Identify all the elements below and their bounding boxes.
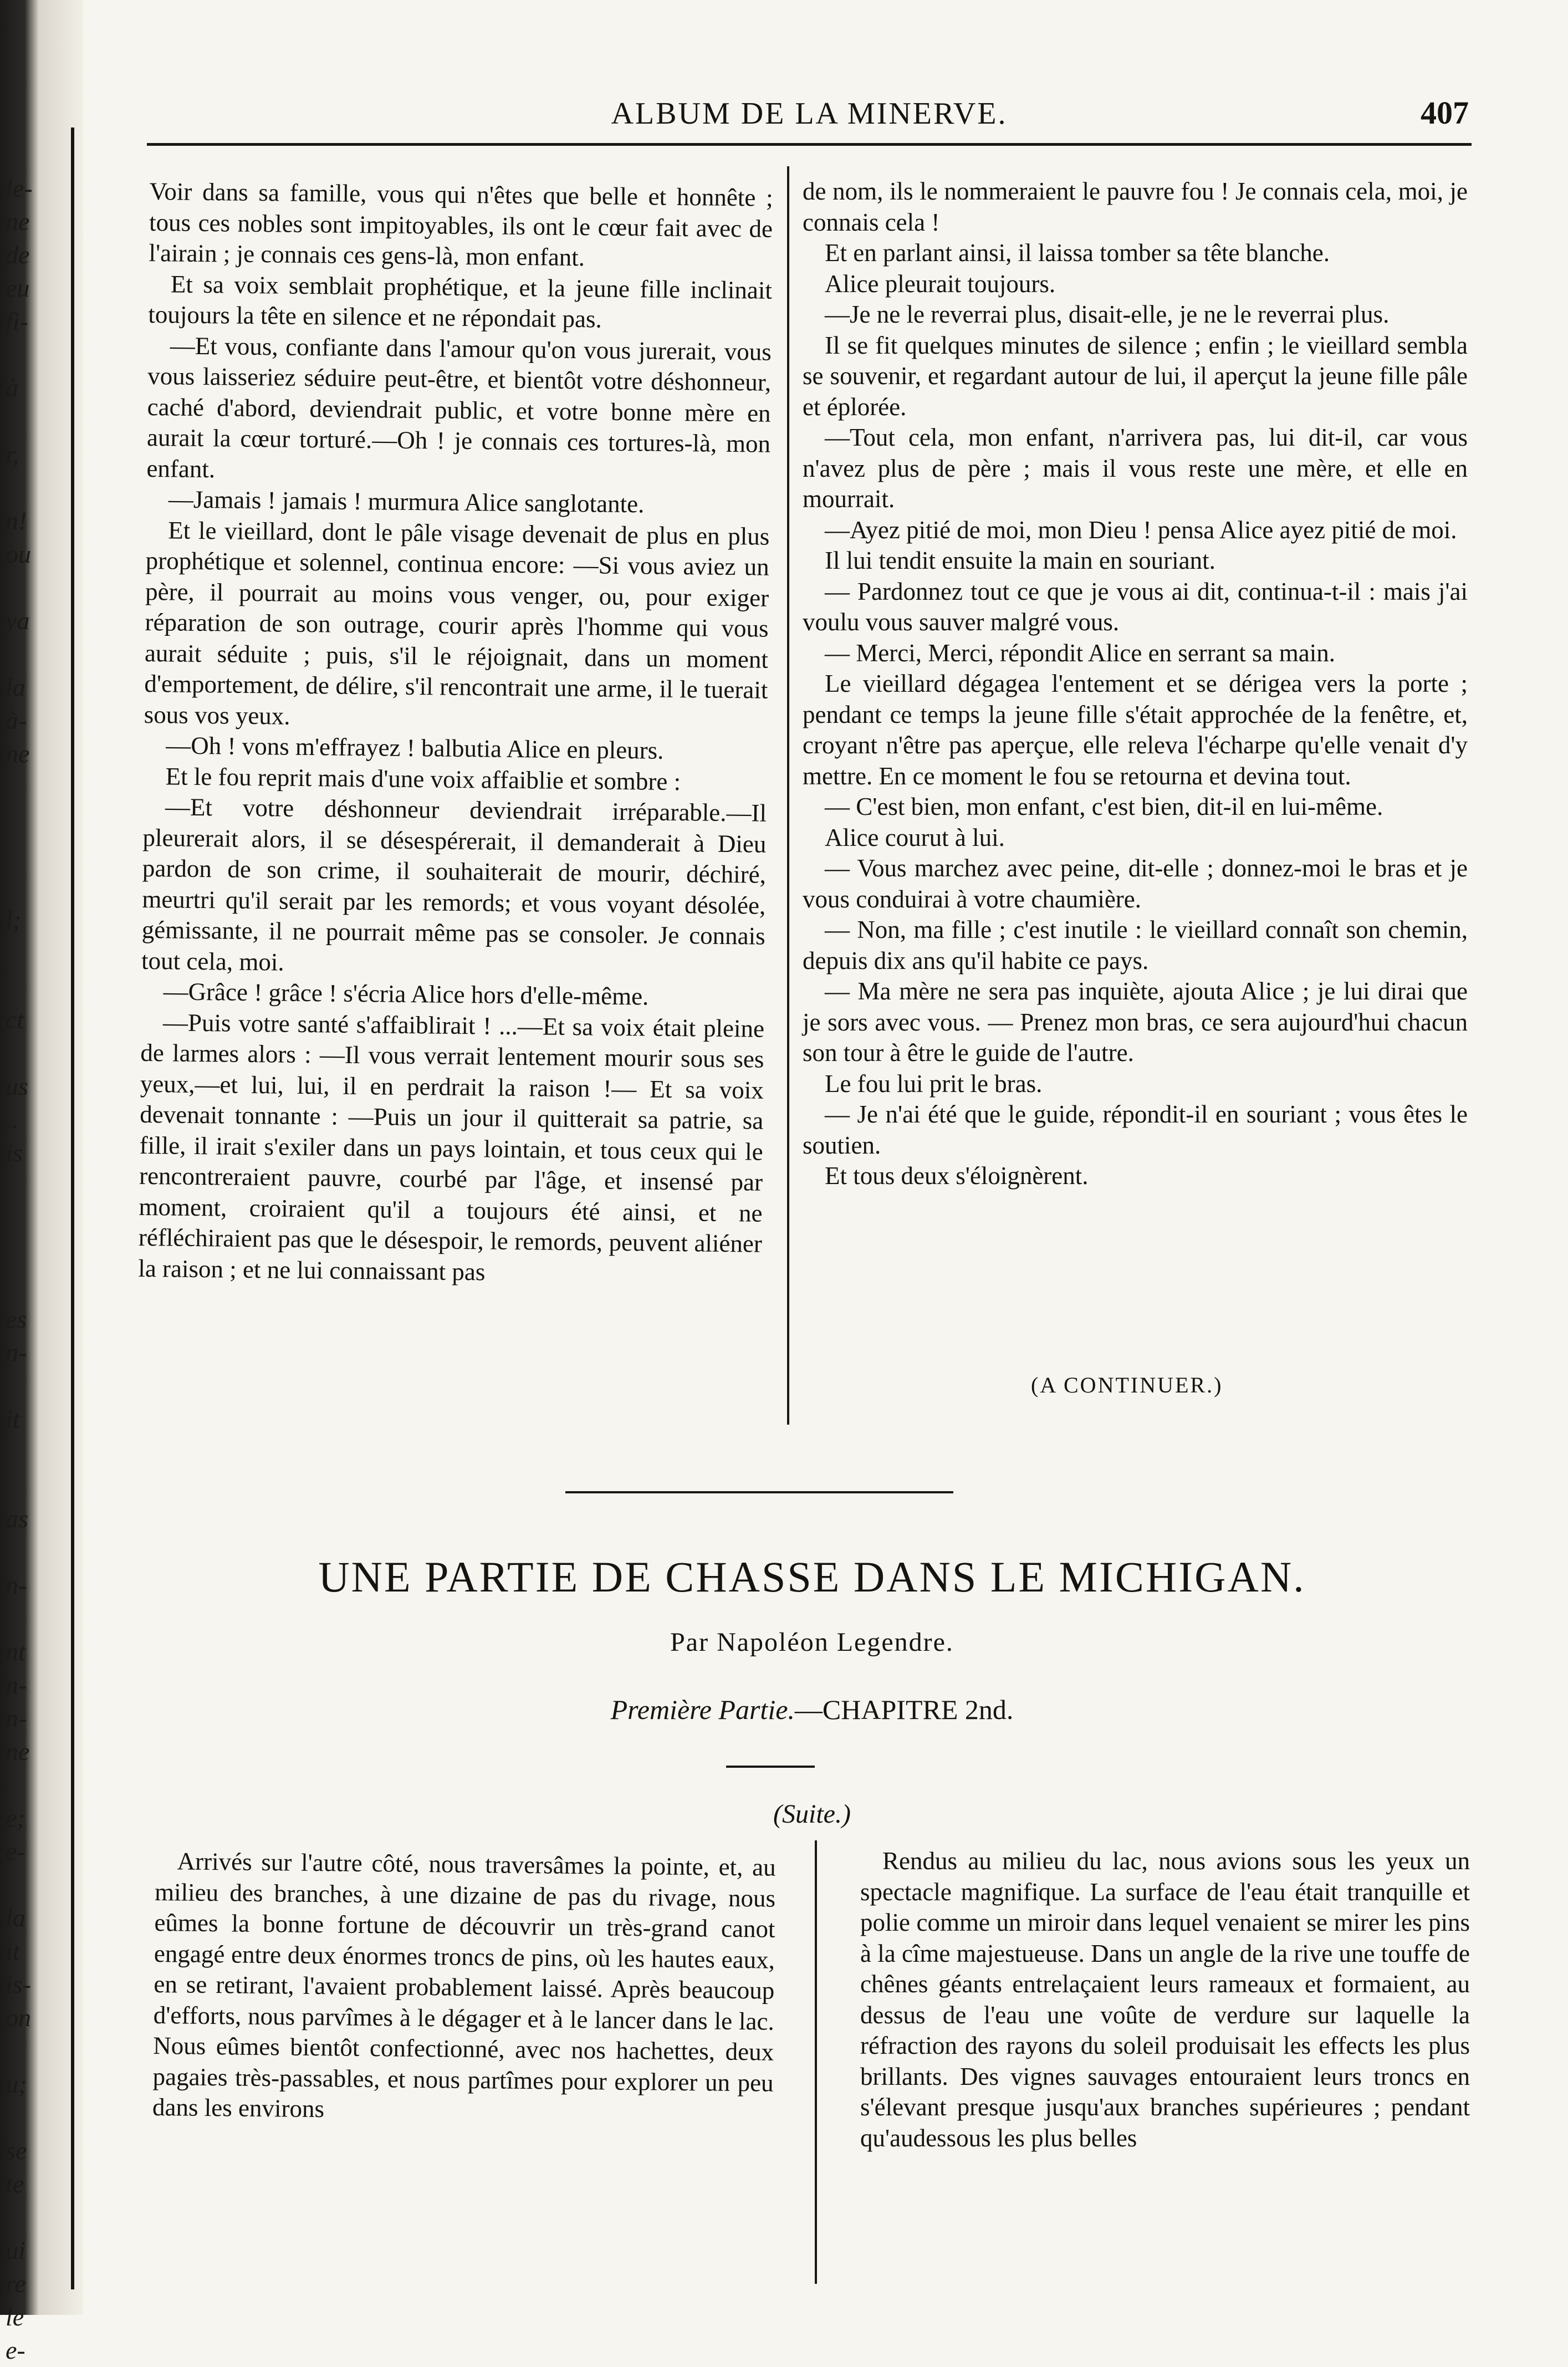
margin-fragment: te: [6, 2170, 24, 2198]
paragraph: Le vieillard dégagea l'entement et se dérigea vers la porte ; pendant ce temps la jeune fille s'était approchée de la fenêtre, et, croyant n'être pas aperçue, elle releva l'écharpe qu'elle venait d'y mettre. En ce moment le fou se retourna et devina tout.: [803, 670, 1468, 790]
section-separator-rule: [565, 1491, 953, 1493]
paragraph: —Tout cela, mon enfant, n'arrivera pas, lui dit-il, car vous n'avez plus de père ; mais il vous reste une mère, et elle en mourrait.: [803, 424, 1468, 513]
paragraph: Et le fou reprit mais d'une voix affaiblie et sombre :: [165, 762, 681, 795]
margin-fragment: it: [6, 1937, 20, 1965]
paragraph: Il se fit quelques minutes de silence ; enfin ; le vieillard sembla se souvenir, et regardant autour de lui, il aperçut la jeune fille pâle et éplorée.: [803, 331, 1468, 421]
margin-fragment: n-: [6, 1338, 27, 1366]
upper-left-column: [138, 176, 773, 1290]
margin-fragment: ui: [6, 2236, 25, 2264]
margin-fragment: [6, 2034, 67, 2068]
paragraph: Voir dans sa famille, vous qui n'êtes que belle et honnête ; tous ces nobles sont impitoyables, ils ont le cœur fait avec de l'airain ; je connais ces gens-là, mon enfant.: [149, 177, 773, 272]
margin-fragment: on: [6, 2003, 31, 2032]
paragraph: —Je ne le reverrai plus, disait-elle, je ne le reverrai plus.: [825, 300, 1390, 328]
paragraph: Et sa voix semblait prophétique, et la jeune fille inclinait toujours la tête en silence et ne répondait pas.: [148, 269, 773, 333]
suite-label: (Suite.): [773, 1799, 851, 1829]
margin-fragment: n!: [6, 507, 27, 535]
margin-fragment: [6, 571, 67, 604]
margin-fragment: is: [6, 1139, 23, 1167]
margin-fragment: e;: [6, 1804, 25, 1832]
margin-fragment: it: [6, 1405, 20, 1433]
margin-fragment: ..: [6, 1105, 18, 1134]
margin-fragment: re: [6, 2269, 26, 2298]
margin-fragment: ou: [6, 540, 31, 568]
margin-fragment: [6, 338, 67, 371]
paragraph: — Ma mère ne sera pas inquiète, ajouta Alice ; je lui dirai que je sors avec vous. — Prenez mon bras, ce sera aujourd'hui chacun son tour à être le guide de l'autre.: [803, 977, 1468, 1067]
margin-fragment: [6, 1469, 67, 1502]
margin-fragment: [6, 1536, 67, 1569]
paragraph: Alice pleurait toujours.: [825, 269, 1056, 298]
running-head: [150, 91, 1469, 141]
paragraph: —Ayez pitié de moi, mon Dieu ! pensa Alice ayez pitié de moi.: [825, 516, 1457, 544]
margin-fragment: [6, 1369, 67, 1402]
article-byline: Par Napoléon Legendre.: [670, 1628, 954, 1657]
margin-fragment: fi-: [6, 307, 28, 335]
journal-title: ALBUM DE LA MINERVE.: [611, 96, 1008, 131]
margin-fragment: is-: [6, 1970, 31, 1998]
paragraph: —Grâce ! grâce ! s'écria Alice hors d'elle-même.: [163, 977, 649, 1011]
margin-fragment: ne: [6, 739, 30, 768]
margin-fragment: us: [6, 1072, 28, 1100]
margin-fragment: [6, 870, 67, 904]
margin-fragment: [6, 1170, 67, 1203]
margin-fragment: [6, 804, 67, 837]
margin-fragment: la: [6, 1904, 25, 1932]
chapter-part: Première Partie.: [610, 1694, 795, 1725]
margin-fragment: [6, 1602, 67, 1635]
paragraph: —Et votre déshonneur deviendrait irréparable.—Il pleurerait alors, il se désespérerait, il demanderait à Dieu pardon de son crime, il souhaiterait de mourir, déchiré, meurtri qu'il serait par les remords; et vous voyant désolée, gémissante, il ne pourrait même pas se consoler. Je connais tout cela, moi.: [141, 793, 767, 976]
margin-fragment: la: [6, 673, 25, 701]
margin-fragment: r,: [6, 440, 19, 468]
paragraph: — Je n'ai été que le guide, répondit-il en souriant ; vous êtes le soutien.: [803, 1100, 1468, 1159]
lower-left-column: [152, 1846, 776, 2129]
margin-fragment: e-: [6, 1837, 25, 1865]
chapter-title: —CHAPITRE 2nd.: [794, 1694, 1014, 1725]
paragraph: Le fou lui prit le bras.: [825, 1069, 1043, 1098]
margin-fragment: à-: [6, 706, 27, 734]
margin-fragment: ne: [6, 207, 30, 236]
margin-fragment: as: [6, 1504, 28, 1533]
margin-fragment: n-: [6, 1571, 27, 1599]
continue-note: (A CONTINUER.): [1031, 1373, 1223, 1397]
margin-fragment: eu: [6, 274, 30, 302]
paragraph: Et le vieillard, dont le pâle visage devenait de plus en plus prophétique et solennel, continua encore: —Si vous aviez un père, il pourrait au moins vous venger, ou, pour exiger réparation de son outrage, courir après l'homme qui vous aurait séduite ; puis, s'il le réjoignait, dans un moment d'emportement, de délire, s'il rencontrait une arme, il le tuerait sous vos yeux.: [144, 516, 770, 730]
margin-fragment: de: [6, 241, 30, 269]
margin-fragment: [6, 2201, 67, 2234]
margin-fragment: [6, 637, 67, 671]
margin-fragment: [6, 1868, 67, 1901]
margin-fragment: l;: [6, 906, 22, 934]
chapter-heading: [155, 1693, 1469, 1726]
article-title: UNE PARTIE DE CHASSE DANS LE MICHIGAN.: [318, 1553, 1306, 1601]
margin-fragment: [6, 837, 67, 870]
lower-right-column: [860, 1846, 1470, 2154]
paragraph: —Puis votre santé s'affaiblirait ! ...—Et sa voix était pleine de larmes alors : —Il vous verrait lentement mourir sous ses yeux,—et lui, lui, il en perdrait la raison !— Et sa voix devenait tonnante : —Puis un jour il quitterait sa patrie, sa fille, il irait s'exiler dans un pays lointain, et tous ceux qui le rencontreraient pauvre, courbé par l'âge, et insensé par moment, croiraient qu'il a toujours été ainsi, et ne réfléchiraient pas que le désespoir, le remords, peuvent aliéner la raison ; et ne lui connaissant pas: [138, 1008, 765, 1285]
margin-fragment: le-: [6, 174, 33, 202]
margin-fragment: [6, 1037, 67, 1070]
margin-fragment: [6, 937, 67, 970]
margin-fragment: ya: [6, 606, 30, 635]
chapter-rule: [726, 1766, 815, 1768]
paragraph: —Et vous, confiante dans l'amour qu'on vous jurerait, vous vous laisseriez séduire peut-être, et bientôt votre déshonneur, caché d'abord, deviendrait public, et votre bonne mère en aurait la cœur torturé.—Oh ! je connais ces tortures-là, mon enfant.: [146, 331, 772, 483]
paragraph: — Non, ma fille ; c'est inutile : le vieillard connaît son chemin, depuis dix ans qu'il habite ce pays.: [803, 916, 1468, 975]
paragraph: Et en parlant ainsi, il laissa tomber sa tête blanche.: [825, 239, 1330, 267]
upper-right-column: [803, 176, 1468, 1192]
paragraph: — Merci, Merci, répondit Alice en serrant sa main.: [825, 639, 1335, 667]
paragraph: Rendus au milieu du lac, nous avions sous les yeux un spectacle magnifique. La surface de l'eau était tranquille et polie comme un miroir dans lequel venaient se mirer les pins à la cîme majestueuse. Dans un angle de la rive une touffe de chênes géants entrelaçaient leurs rameaux et formaient, au dessus de l'eau une voûte de verdure sur laquelle la réfraction des rayons du soleil produisait les effects les plus brillants. Des vignes sauvages entouraient leurs troncs en s'élevant presque jusqu'aux branches supérieures ; pendant qu'audessous les plus belles: [860, 1847, 1470, 2152]
margin-fragment: [6, 1436, 67, 1469]
margin-fragment: [6, 1236, 67, 1269]
paragraph: Arrivés sur l'autre côté, nous traversâmes la pointe, et, au milieu des branches, à une dizaine de pas du rivage, nous eûmes la bonne fortune de découvrir un très-grand canot engagé entre deux énormes troncs de pins, où les hautes eaux, en se retirant, l'avaient probablement laissé. Après beaucoup d'efforts, nous parvîmes à le dégager et à le lancer dans le lac. Nous eûmes bientôt confectionné, avec nos hachettes, deux pagaies très-passables, et nous partîmes pour explorer un peu dans les environs: [152, 1847, 776, 2123]
paragraph: de nom, ils le nommeraient le pauvre fou ! Je connais cela, moi, je connais cela !: [803, 177, 1468, 236]
paragraph: — C'est bien, mon enfant, c'est bien, dit-il en lui-même.: [825, 793, 1383, 820]
margin-fragment: le: [6, 2303, 24, 2331]
margin-fragment: [6, 2101, 67, 2134]
paragraph: —Oh ! vons m'effrayez ! balbutia Alice en pleurs.: [165, 731, 664, 764]
margin-fragment: se: [6, 2136, 27, 2165]
margin-fragment: e-: [6, 2336, 25, 2364]
column-edge-rule: [71, 127, 74, 2289]
column-divider-upper: [787, 166, 789, 1425]
page-number: 407: [1421, 95, 1469, 131]
margin-fragment: es: [6, 1305, 27, 1333]
paragraph: Alice courut à lui.: [825, 823, 1005, 851]
paragraph: — Pardonnez tout ce que je vous ai dit, continua-t-il : mais j'ai voulu vous sauver malgré vous.: [803, 577, 1468, 636]
margin-fragment: [6, 771, 67, 804]
margin-fragment: [6, 471, 67, 504]
adjacent-page-margin-text: [6, 172, 67, 2367]
paragraph: Il lui tendit ensuite la main en souriant.: [825, 547, 1215, 574]
margin-fragment: [6, 405, 67, 438]
margin-fragment: n-: [6, 1704, 27, 1732]
margin-fragment: ct: [6, 1006, 24, 1034]
paragraph: — Vous marchez avec peine, dit-elle ; donnez-moi le bras et je vous conduirai à votre chaumière.: [803, 854, 1468, 913]
margin-fragment: [6, 1269, 67, 1303]
column-divider-lower: [815, 1840, 817, 2284]
margin-fragment: ne: [6, 1737, 30, 1766]
margin-fragment: [6, 1203, 67, 1236]
header-rule: [147, 143, 1472, 146]
margin-fragment: n-: [6, 1671, 27, 1699]
margin-fragment: nt: [6, 1637, 25, 1666]
margin-fragment: u;: [6, 2070, 27, 2098]
paragraph: Et tous deux s'éloignèrent.: [825, 1162, 1089, 1190]
margin-fragment: [6, 1768, 67, 1802]
paragraph: —Jamais ! jamais ! murmura Alice sanglotante.: [168, 485, 645, 518]
margin-fragment: [6, 970, 67, 1003]
margin-fragment: à: [6, 374, 18, 402]
